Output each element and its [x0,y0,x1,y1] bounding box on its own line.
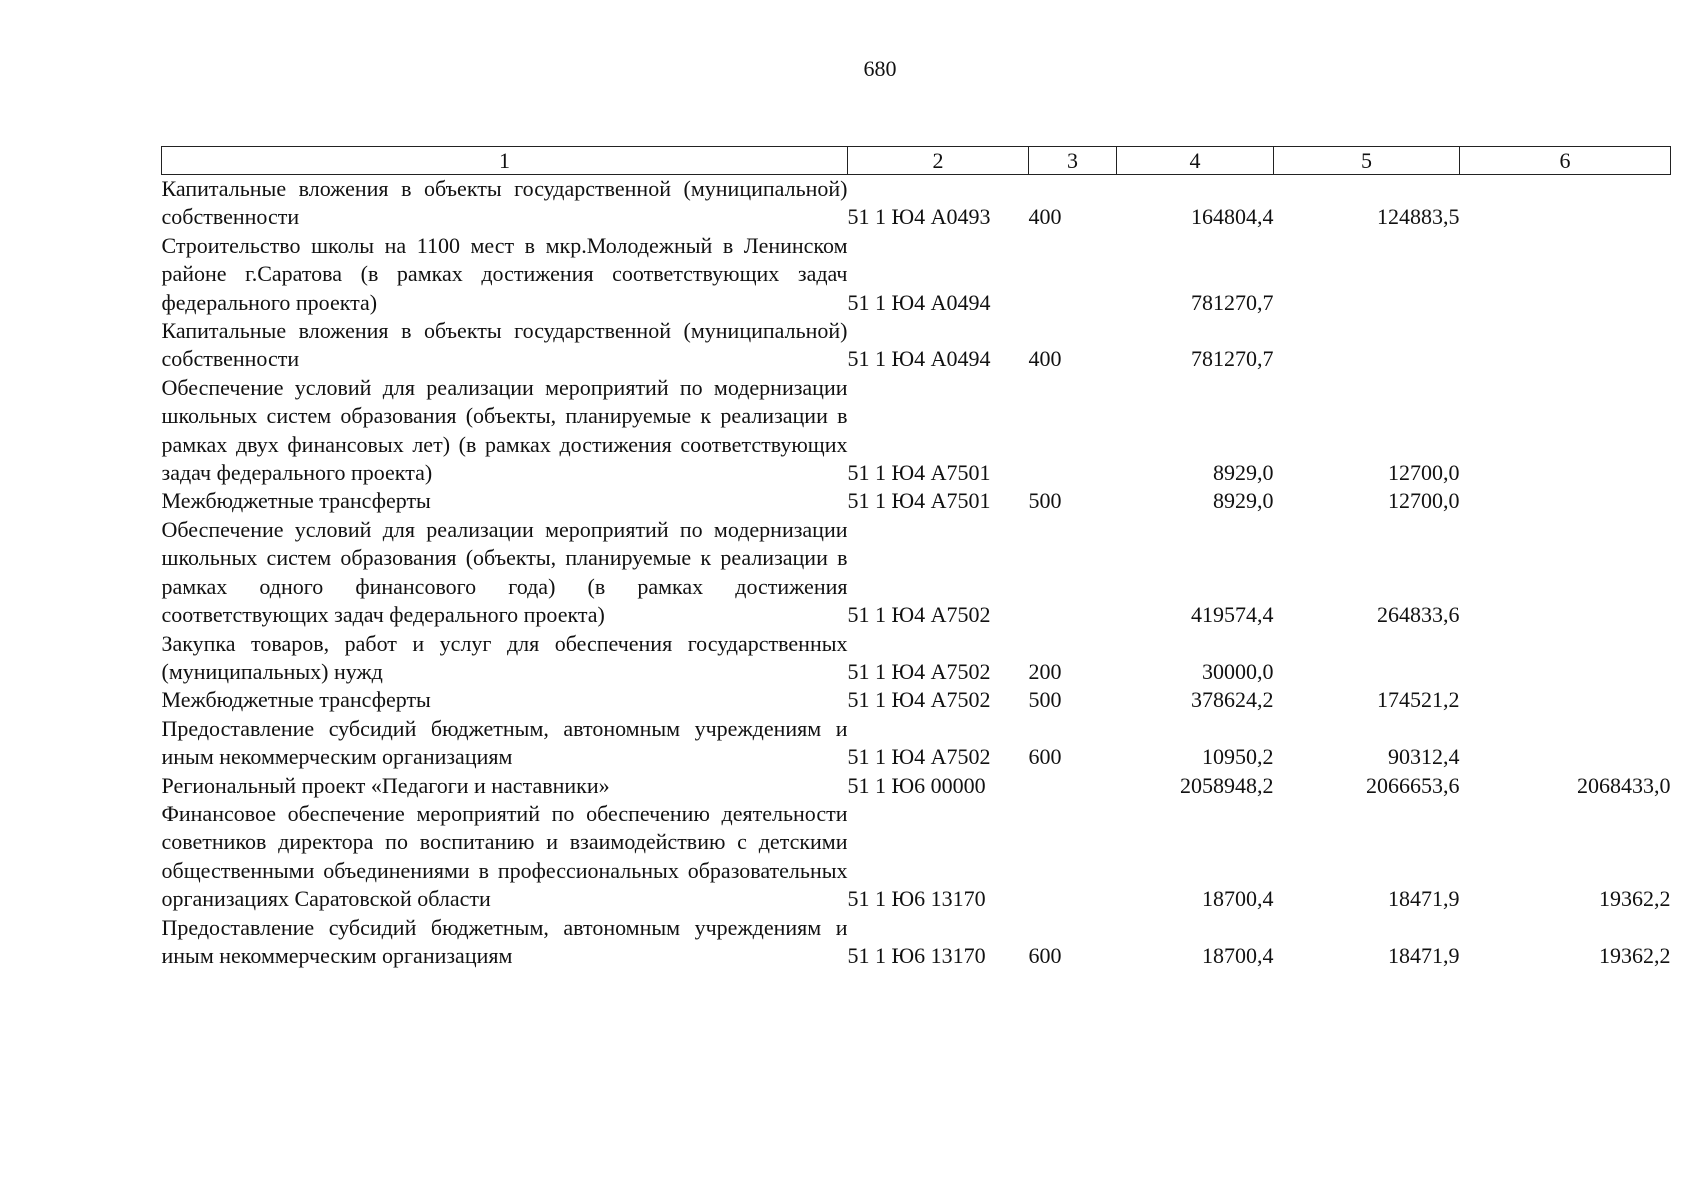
row-value-1: 8929,0 [1213,488,1274,514]
row-code: 51 1 Ю4 А7502 [847,658,991,684]
row-value-2: 174521,2 [1377,687,1460,713]
row-value-3 [1460,374,1671,488]
column-number: 6 [1460,147,1671,175]
row-value-1: 378624,2 [1191,687,1274,713]
row-expense-type: 600 [1028,744,1062,770]
row-value-3 [1460,487,1671,515]
table-row [162,715,1671,772]
row-expense-type [1029,516,1117,630]
table-row [162,175,1671,232]
row-value-3 [1460,317,1671,374]
row-code: 51 1 Ю4 А7501 [847,488,991,514]
row-expense-type [1029,232,1117,317]
row-code: 51 1 Ю4 А7502 [847,602,991,628]
row-value-3 [1460,516,1671,630]
row-expense-type: 200 [1028,658,1062,684]
table-row [162,374,1671,488]
column-number-row [162,147,1671,175]
row-name: Предоставление субсидий бюджетным, автономным учреждениям и иным некоммерческим организациям [161,715,848,770]
row-value-2: 124883,5 [1377,204,1460,230]
row-value-2: 12700,0 [1388,460,1460,486]
row-expense-type: 500 [1028,687,1062,713]
row-value-1: 781270,7 [1191,346,1274,372]
row-expense-type [1029,800,1117,914]
row-value-2 [1274,630,1460,687]
row-name: Межбюджетные трансферты [161,687,431,713]
column-number: 3 [1029,147,1117,175]
row-value-1: 10950,2 [1202,744,1274,770]
budget-table [161,146,1671,970]
table-row [162,772,1671,800]
row-code: 51 1 Ю4 А7502 [847,687,991,713]
row-value-3 [1460,715,1671,772]
row-name: Капитальные вложения в объекты государственной (муниципальной) собственности [161,176,848,230]
row-code: 51 1 Ю6 13170 [847,886,986,912]
column-number: 4 [1117,147,1274,175]
row-value-2: 264833,6 [1377,602,1460,628]
row-value-1: 8929,0 [1213,460,1274,486]
row-value-1: 781270,7 [1191,289,1274,315]
row-value-3: 2068433,0 [1577,772,1671,798]
row-code: 51 1 Ю4 А0494 [847,346,991,372]
column-number: 5 [1274,147,1460,175]
row-expense-type: 500 [1028,488,1062,514]
column-number: 2 [848,147,1029,175]
table-row [162,686,1671,714]
row-name: Предоставление субсидий бюджетным, автономным учреждениям и иным некоммерческим организациям [161,914,848,968]
row-value-2: 90312,4 [1388,744,1460,770]
row-code: 51 1 Ю6 00000 [847,772,986,798]
row-value-2: 18471,9 [1388,886,1460,912]
row-value-1: 18700,4 [1202,886,1274,912]
row-value-3 [1460,686,1671,714]
row-value-1: 18700,4 [1202,942,1274,968]
row-code: 51 1 Ю4 А7501 [847,460,991,486]
row-value-2: 18471,9 [1388,942,1460,968]
row-value-3: 19362,2 [1599,886,1671,912]
column-number: 1 [162,147,848,175]
row-value-3 [1460,175,1671,232]
row-name: Региональный проект «Педагоги и наставники» [161,772,610,798]
row-value-1: 2058948,2 [1180,772,1274,798]
row-name: Финансовое обеспечение мероприятий по обеспечению деятельности советников директора по воспитанию и взаимодействию с детскими общественными объединениями в профессиональных образовательных организациях Саратовской области [161,800,848,912]
row-code: 51 1 Ю6 13170 [847,942,986,968]
row-expense-type: 400 [1028,346,1062,372]
table-row [162,800,1671,914]
row-value-3 [1460,232,1671,317]
row-code: 51 1 Ю4 А0493 [847,204,991,230]
row-code: 51 1 Ю4 А7502 [847,744,991,770]
row-expense-type: 600 [1028,942,1062,968]
row-value-1: 419574,4 [1191,602,1274,628]
table-row [162,317,1671,374]
table-row [162,630,1671,687]
table-row [162,914,1671,971]
row-value-2: 2066653,6 [1366,772,1460,798]
row-value-1: 164804,4 [1191,204,1274,230]
table-row [162,232,1671,317]
row-code: 51 1 Ю4 А0494 [847,289,991,315]
row-value-2: 12700,0 [1388,488,1460,514]
table-row [162,487,1671,515]
row-expense-type [1029,374,1117,488]
row-name: Закупка товаров, работ и услуг для обеспечения государственных (муниципальных) нужд [161,630,848,684]
row-value-1: 30000,0 [1202,658,1274,684]
row-expense-type: 400 [1028,204,1062,230]
row-name: Строительство школы на 1100 мест в мкр.Молодежный в Ленинском районе г.Саратова (в рамках достижения соответствующих задач федерального проекта) [161,232,848,315]
row-name: Межбюджетные трансферты [161,488,431,514]
row-expense-type [1029,772,1117,800]
row-value-2 [1274,317,1460,374]
row-name: Обеспечение условий для реализации мероприятий по модернизации школьных систем образования (объекты, планируемые к реализации в рамках одного финансового года) (в рамках достижения соответствующих задач федерального проекта) [161,516,848,628]
row-value-3 [1460,630,1671,687]
page-number: 680 [863,56,897,81]
row-name: Обеспечение условий для реализации мероприятий по модернизации школьных систем образования (объекты, планируемые к реализации в рамках двух финансовых лет) (в рамках достижения соответствующих задач федерального проекта) [161,374,848,486]
row-value-2 [1274,232,1460,317]
row-name: Капитальные вложения в объекты государственной (муниципальной) собственности [161,318,848,372]
table-row [162,516,1671,630]
row-value-3: 19362,2 [1599,942,1671,968]
